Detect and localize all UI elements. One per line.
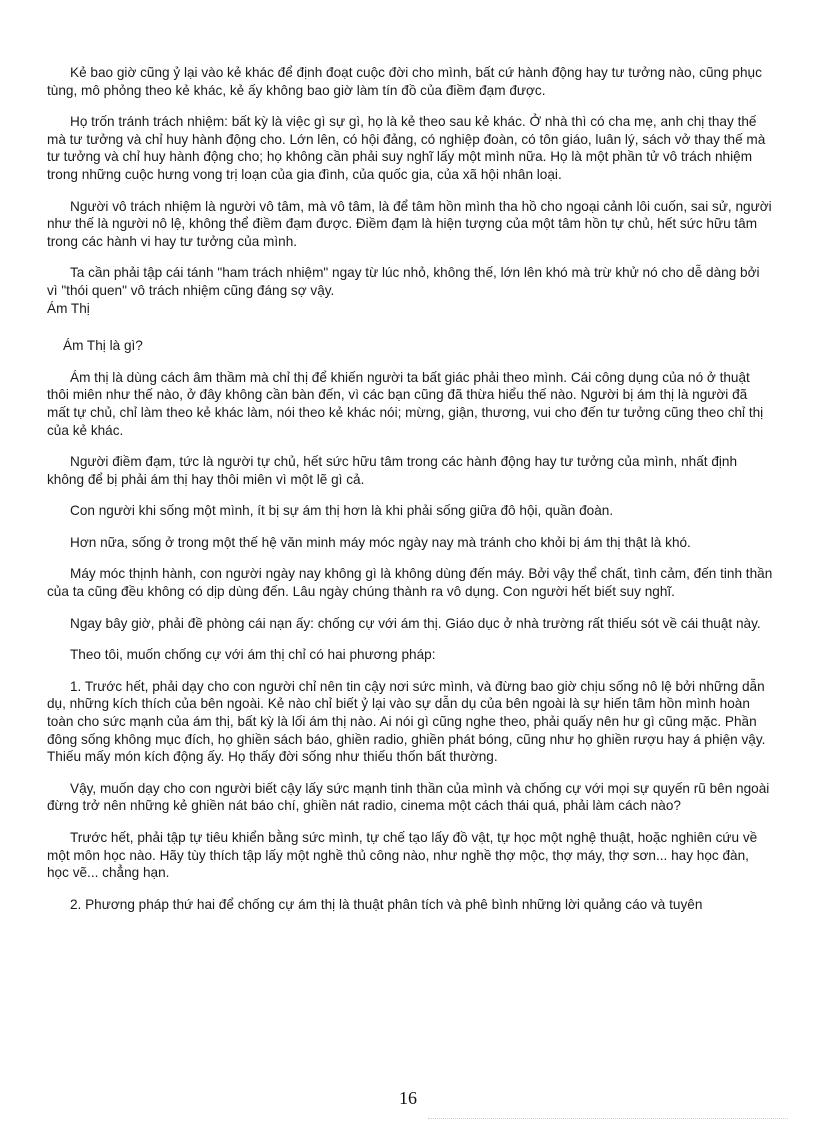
page-number: 16 [399,1088,417,1108]
section-title: Ám Thị [47,300,90,316]
paragraph-irresponsible-person: Người vô trách nhiệm là người vô tâm, mà vô tâm, là để tâm hồn mình tha hồ cho ngoại cảnh lôi cuốn, sai sử, người như thế là người nô lệ, không thể điềm đạm được. Điềm đạm là hiện tượng của một tâm hồn tự chủ, hết sức hữu tâm trong các hành vi hay tư tưởng của mình. [47,198,772,249]
paragraph-machines: Máy móc thịnh hành, con người ngày nay không gì là không dùng đến máy. Bởi vậy thể chất, tình cảm, đến tinh thần của ta cũng đều không có dịp dùng đến. Lâu ngày chúng thành ra vô dụng. Con người hết biết suy nghĩ. [47,566,773,600]
paragraph-living-alone: Con người khi sống một mình, ít bị sự ám thị hơn là khi phải sống giữa đô hội, quần đoàn. [70,503,614,519]
paragraph-method-one: 1. Trước hết, phải dạy cho con người chỉ nên tin cậy nơi sức mình, và đừng bao giờ chịu sống nô lệ bởi những dẫn dụ, những kích thích của bên ngoài. Kẻ nào chỉ biết ỷ lại vào sự dẫn dụ của bên ngoài là sự hiến tâm hồn mình hoàn toàn cho sức mạnh của ám thị, bất kỳ là lối ám thị nào. Ai nói gì cũng nghe theo, phải quấy nên hư gì cũng mặc. Phần đông sống không mục đích, họ ghiền sách báo, ghiền radio, ghiền phát bóng, cũng như họ ghiền rượu hay á phiện vậy. Thiếu mấy món kích động ấy. Họ thấy đời sống như thiếu thốn bất thường. [47,678,766,765]
paragraph-avoid-responsibility: Họ trốn tránh trách nhiệm: bất kỳ là việc gì sự gì, họ là kẻ theo sau kẻ khác. Ở nhà thì có cha mẹ, anh chị thay thế mà tư tưởng và chỉ huy hành động cho. Lớn lên, có hội đảng, có nghiệp đoàn, có tôn giáo, luân lý, sách vở thay thế mà tư tưởng và chỉ huy hành động cho; họ không cần phải suy nghĩ lấy một mình nữa. Họ là một phần tử vô trách nhiệm trong những cuộc hưng vong trị loạn của gia đình, của quốc gia, của xã hội nhân loại. [47,114,766,182]
paragraph-two-methods: Theo tôi, muốn chống cự với ám thị chỉ có hai phương pháp: [70,647,436,663]
paragraph-self-entertain: Trước hết, phải tập tự tiêu khiển bằng sức mình, tự chế tạo lấy đồ vật, tự học một nghệ thuật, hoặc nghiên cứu về một môn học nào. Hãy tùy thích tập lấy một nghề thủ công nào, như nghề thợ mộc, thợ máy, thợ sơn... hay học đàn, học vẽ... chẳng hạn. [47,830,758,881]
document-page [47,64,773,927]
paragraph-how-to-teach: Vậy, muốn dạy cho con người biết cậy lấy sức mạnh tinh thần của mình và chống cự với mọi sự quyến rũ bên ngoài đừng trở nên những kẻ ghiền nát báo chí, ghiền nát radio, cinema một cách thái quá, phải làm cách nào? [47,780,770,814]
paragraph-calm-person: Người điềm đạm, tức là người tự chủ, hết sức hữu tâm trong các hành động hay tư tưởng của mình, nhất định không để bị phải ám thị hay thôi miên vì một lẽ gì cả. [47,454,738,487]
footer-divider [428,1118,788,1119]
paragraph-dependence: Kẻ bao giờ cũng ỷ lại vào kẻ khác để định đoạt cuộc đời cho mình, bất cứ hành động hay tư tưởng nào, cũng phục tùng, mô phỏng theo kẻ khác, kẻ ấy không bao giờ làm tín đồ của điềm đạm được. [47,65,762,98]
section-subheading: Ám Thị là gì? [63,338,143,354]
paragraph-definition: Ám thị là dùng cách âm thầm mà chỉ thị để khiến người ta bất giác phải theo mình. Cái công dụng của nó ở thuật thôi miên như thế nào, ở đây không cần bàn đến, vì các bạn cũng đã thừa hiểu thế nào. Người bị ám thị là người đã mất tự chủ, chỉ làm theo kẻ khác làm, nói theo kẻ khác nói; mừng, giận, thương, vui cho đến tư tưởng cũng theo chỉ thị của kẻ khác. [47,369,764,438]
paragraph-habit: Ta cần phải tập cái tánh "ham trách nhiệm" ngay từ lúc nhỏ, không thế, lớn lên khó mà trừ khử nó cho dễ dàng bởi vì "thói quen" vô trách nhiệm cũng đáng sợ vậy. [47,265,760,298]
paragraph-prevention: Ngay bây giờ, phải đề phòng cái nạn ấy: chống cự với ám thị. Giáo dục ở nhà trường rất thiếu sót về cái thuật này. [70,615,761,631]
paragraph-machine-age: Hơn nữa, sống ở trong một thế hệ văn minh máy móc ngày nay mà tránh cho khỏi bị ám thị thật là khó. [70,534,691,550]
paragraph-method-two: 2. Phương pháp thứ hai để chống cự ám thị là thuật phân tích và phê bình những lời quảng cáo và tuyên [70,896,703,912]
